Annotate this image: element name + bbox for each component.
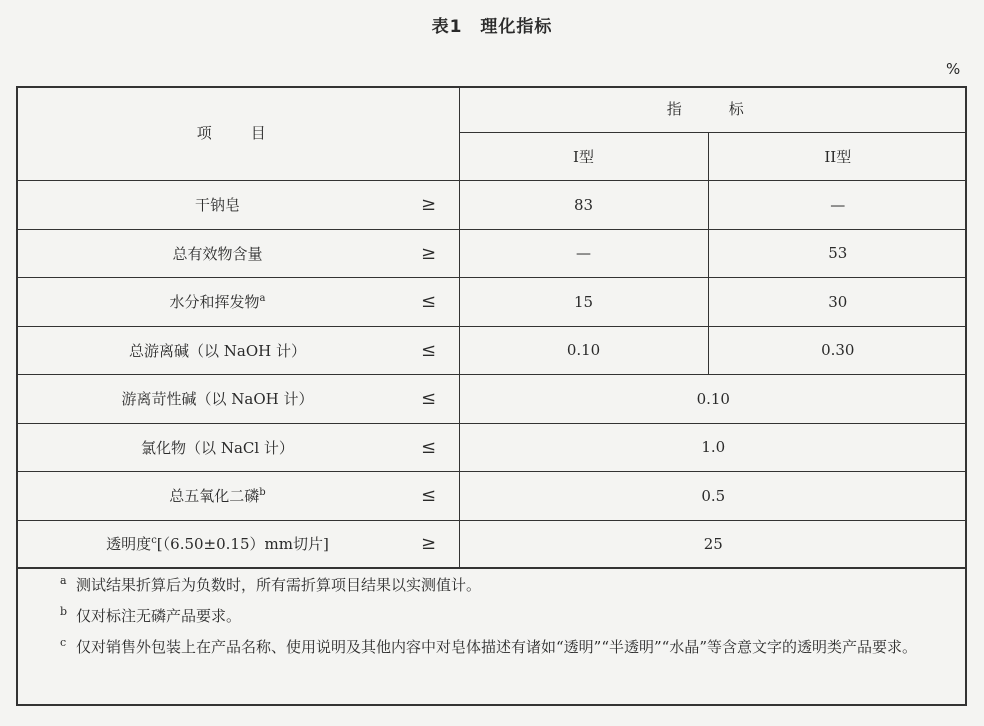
row-operator: ≤ — [419, 326, 459, 374]
row-merged-value: 1.0 — [459, 423, 967, 471]
row-operator: ≤ — [419, 471, 459, 520]
row-item: 氯化物（以 NaCl 计） — [16, 423, 419, 471]
row-type2-value: — — [708, 180, 967, 229]
row-item: 总五氧化二磷$^b$ — [16, 471, 419, 520]
row-type1-value: — — [459, 229, 708, 277]
row-type1-value: 83 — [459, 180, 708, 229]
row-item: 游离苛性碱（以 NaOH 计） — [16, 374, 419, 423]
row-operator: ≥ — [419, 229, 459, 277]
footnote-text: 仅对标注无磷产品要求。 — [76, 607, 242, 625]
row-item: 总有效物含量 — [16, 229, 419, 277]
footnote-text: 仅对销售外包装上在产品名称、使用说明及其他内容中对皂体描述有诸如“透明”“半透明”“水晶”等含意文字的透明类产品要求。 — [76, 638, 918, 656]
footnote-c — [60, 632, 947, 663]
row-type1-value: 0.10 — [459, 326, 708, 374]
row-merged-value: 0.10 — [459, 374, 967, 423]
footnote-a — [60, 570, 947, 601]
header-type1: I型 — [459, 132, 708, 180]
row-item: 水分和挥发物$^a$ — [16, 277, 419, 326]
unit-label: % — [946, 60, 961, 78]
footnote-mark: c — [60, 636, 67, 649]
row-operator: ≤ — [419, 374, 459, 423]
row-operator: ≥ — [419, 520, 459, 568]
row-item: 干钠皂 — [16, 180, 419, 229]
footnote-mark: a — [60, 574, 67, 587]
header-item: 项 目 — [16, 86, 459, 180]
row-merged-value: 25 — [459, 520, 967, 568]
footnote-ref-c: c — [151, 535, 157, 547]
row-item: 透明度$^c$[（6.50±0.15）mm切片] — [16, 520, 419, 568]
footnote-b — [60, 601, 947, 632]
row-operator: ≤ — [419, 277, 459, 326]
header-type2: II型 — [708, 132, 967, 180]
header-indicator: 指 标 — [459, 86, 967, 132]
row-type2-value: 53 — [708, 229, 967, 277]
row-type2-value: 0.30 — [708, 326, 967, 374]
row-type1-value: 15 — [459, 277, 708, 326]
footnote-ref-a: a — [259, 293, 266, 304]
footnote-text: 测试结果折算后为负数时，所有需折算项目结果以实测值计。 — [76, 576, 482, 594]
table-title: 表1 理化指标 — [431, 17, 553, 37]
footnote-ref-b: b — [259, 487, 266, 498]
row-item: 总游离碱（以 NaOH 计） — [16, 326, 419, 374]
row-type2-value: 30 — [708, 277, 967, 326]
footnote-mark: b — [60, 605, 68, 618]
row-operator: ≤ — [419, 423, 459, 471]
row-operator: ≥ — [419, 180, 459, 229]
footnotes — [16, 570, 967, 663]
row-merged-value: 0.5 — [459, 471, 967, 520]
